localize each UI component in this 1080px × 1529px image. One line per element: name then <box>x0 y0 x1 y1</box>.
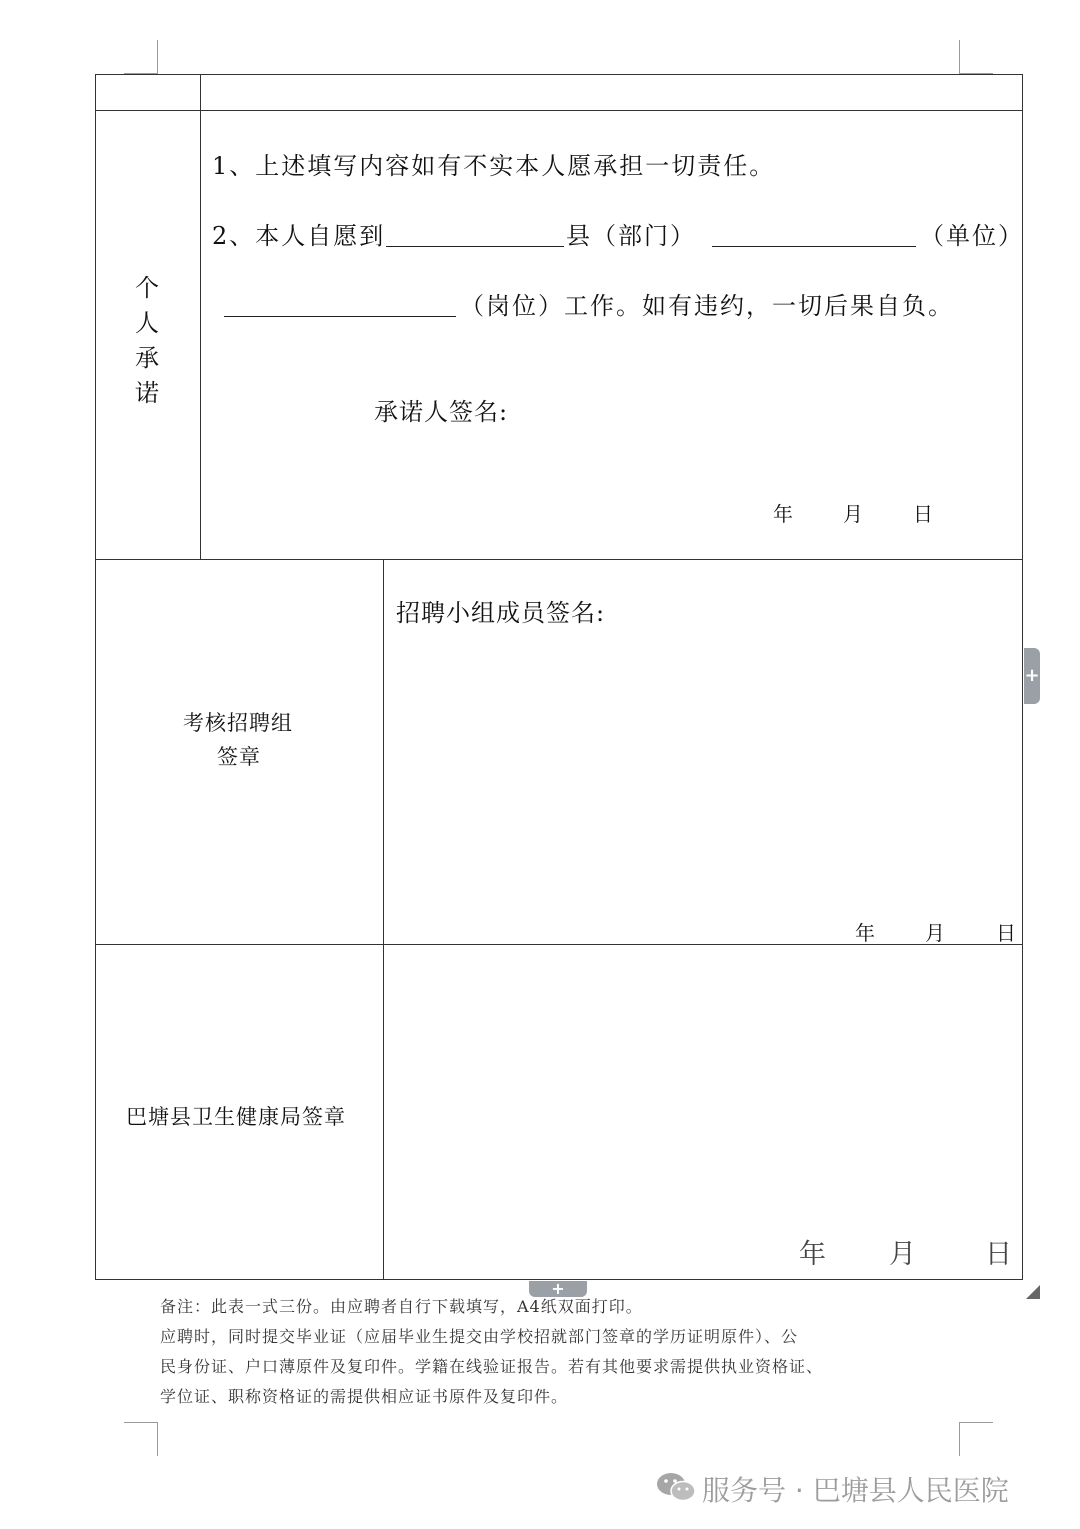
watermark-text: 服务号 · 巴塘县人民医院 <box>702 1474 1009 1507</box>
promiser-signature-label: 承诺人签名: <box>374 398 509 426</box>
promise-line-2-prefix: 2、本人自愿到 <box>212 222 386 250</box>
crop-mark <box>157 40 158 74</box>
plus-icon[interactable]: + <box>1024 648 1040 704</box>
crop-mark <box>959 40 960 74</box>
crop-mark <box>959 1422 960 1456</box>
panel-label-line-1: 考核招聘组 <box>183 711 293 735</box>
date-day: 日 <box>996 921 1016 945</box>
note-line: 民身份证、户口薄原件及复印件。学籍在线验证报告。若有其他要求需提供执业资格证、 <box>160 1357 824 1376</box>
promise-line-2-county: 县（部门） <box>566 222 696 250</box>
panel-label-line-2: 签章 <box>217 745 261 769</box>
date-year: 年 <box>799 1239 826 1270</box>
promise-line-3: （岗位）工作。如有违约，一切后果自负。 <box>460 292 954 320</box>
crop-mark <box>157 1422 158 1456</box>
label-char: 个 <box>135 274 159 302</box>
row-divider <box>95 110 1023 111</box>
row-divider <box>95 944 1023 945</box>
crop-mark <box>959 1422 993 1423</box>
resize-handle-icon[interactable] <box>1026 1284 1040 1298</box>
bureau-label: 巴塘县卫生健康局签章 <box>126 1105 346 1129</box>
note-line: 应聘时，同时提交毕业证（应届毕业生提交由学校招就部门签章的学历证明原件）、公 <box>160 1327 799 1346</box>
row-divider <box>95 559 1023 560</box>
label-char: 诺 <box>135 379 159 407</box>
crop-mark <box>124 1422 158 1423</box>
note-line: 学位证、职称资格证的需提供相应证书原件及复印件。 <box>160 1387 569 1406</box>
date-day: 日 <box>985 1239 1012 1270</box>
date-month: 月 <box>889 1239 916 1270</box>
date-month: 月 <box>925 921 945 945</box>
wechat-icon <box>655 1469 697 1505</box>
note-line: 备注：此表一式三份。由应聘者自行下载填写，A4纸双面打印。 <box>160 1297 643 1316</box>
post-blank-field[interactable] <box>224 316 456 317</box>
promise-line-2-unit: （单位） <box>920 222 1024 250</box>
promise-line-1: 1、上述填写内容如有不实本人愿承担一切责任。 <box>212 152 776 180</box>
plus-icon[interactable]: + <box>529 1281 587 1297</box>
column-divider <box>383 559 384 1280</box>
date-year: 年 <box>855 921 875 945</box>
label-char: 承 <box>135 344 159 372</box>
date-month: 月 <box>843 502 863 526</box>
panel-signature-label: 招聘小组成员签名: <box>396 599 606 627</box>
unit-blank-field[interactable] <box>712 246 916 247</box>
label-char: 人 <box>135 309 159 337</box>
form-table <box>95 74 1023 1280</box>
county-blank-field[interactable] <box>386 246 564 247</box>
date-day: 日 <box>913 502 933 526</box>
column-divider <box>200 74 201 560</box>
date-year: 年 <box>773 502 793 526</box>
